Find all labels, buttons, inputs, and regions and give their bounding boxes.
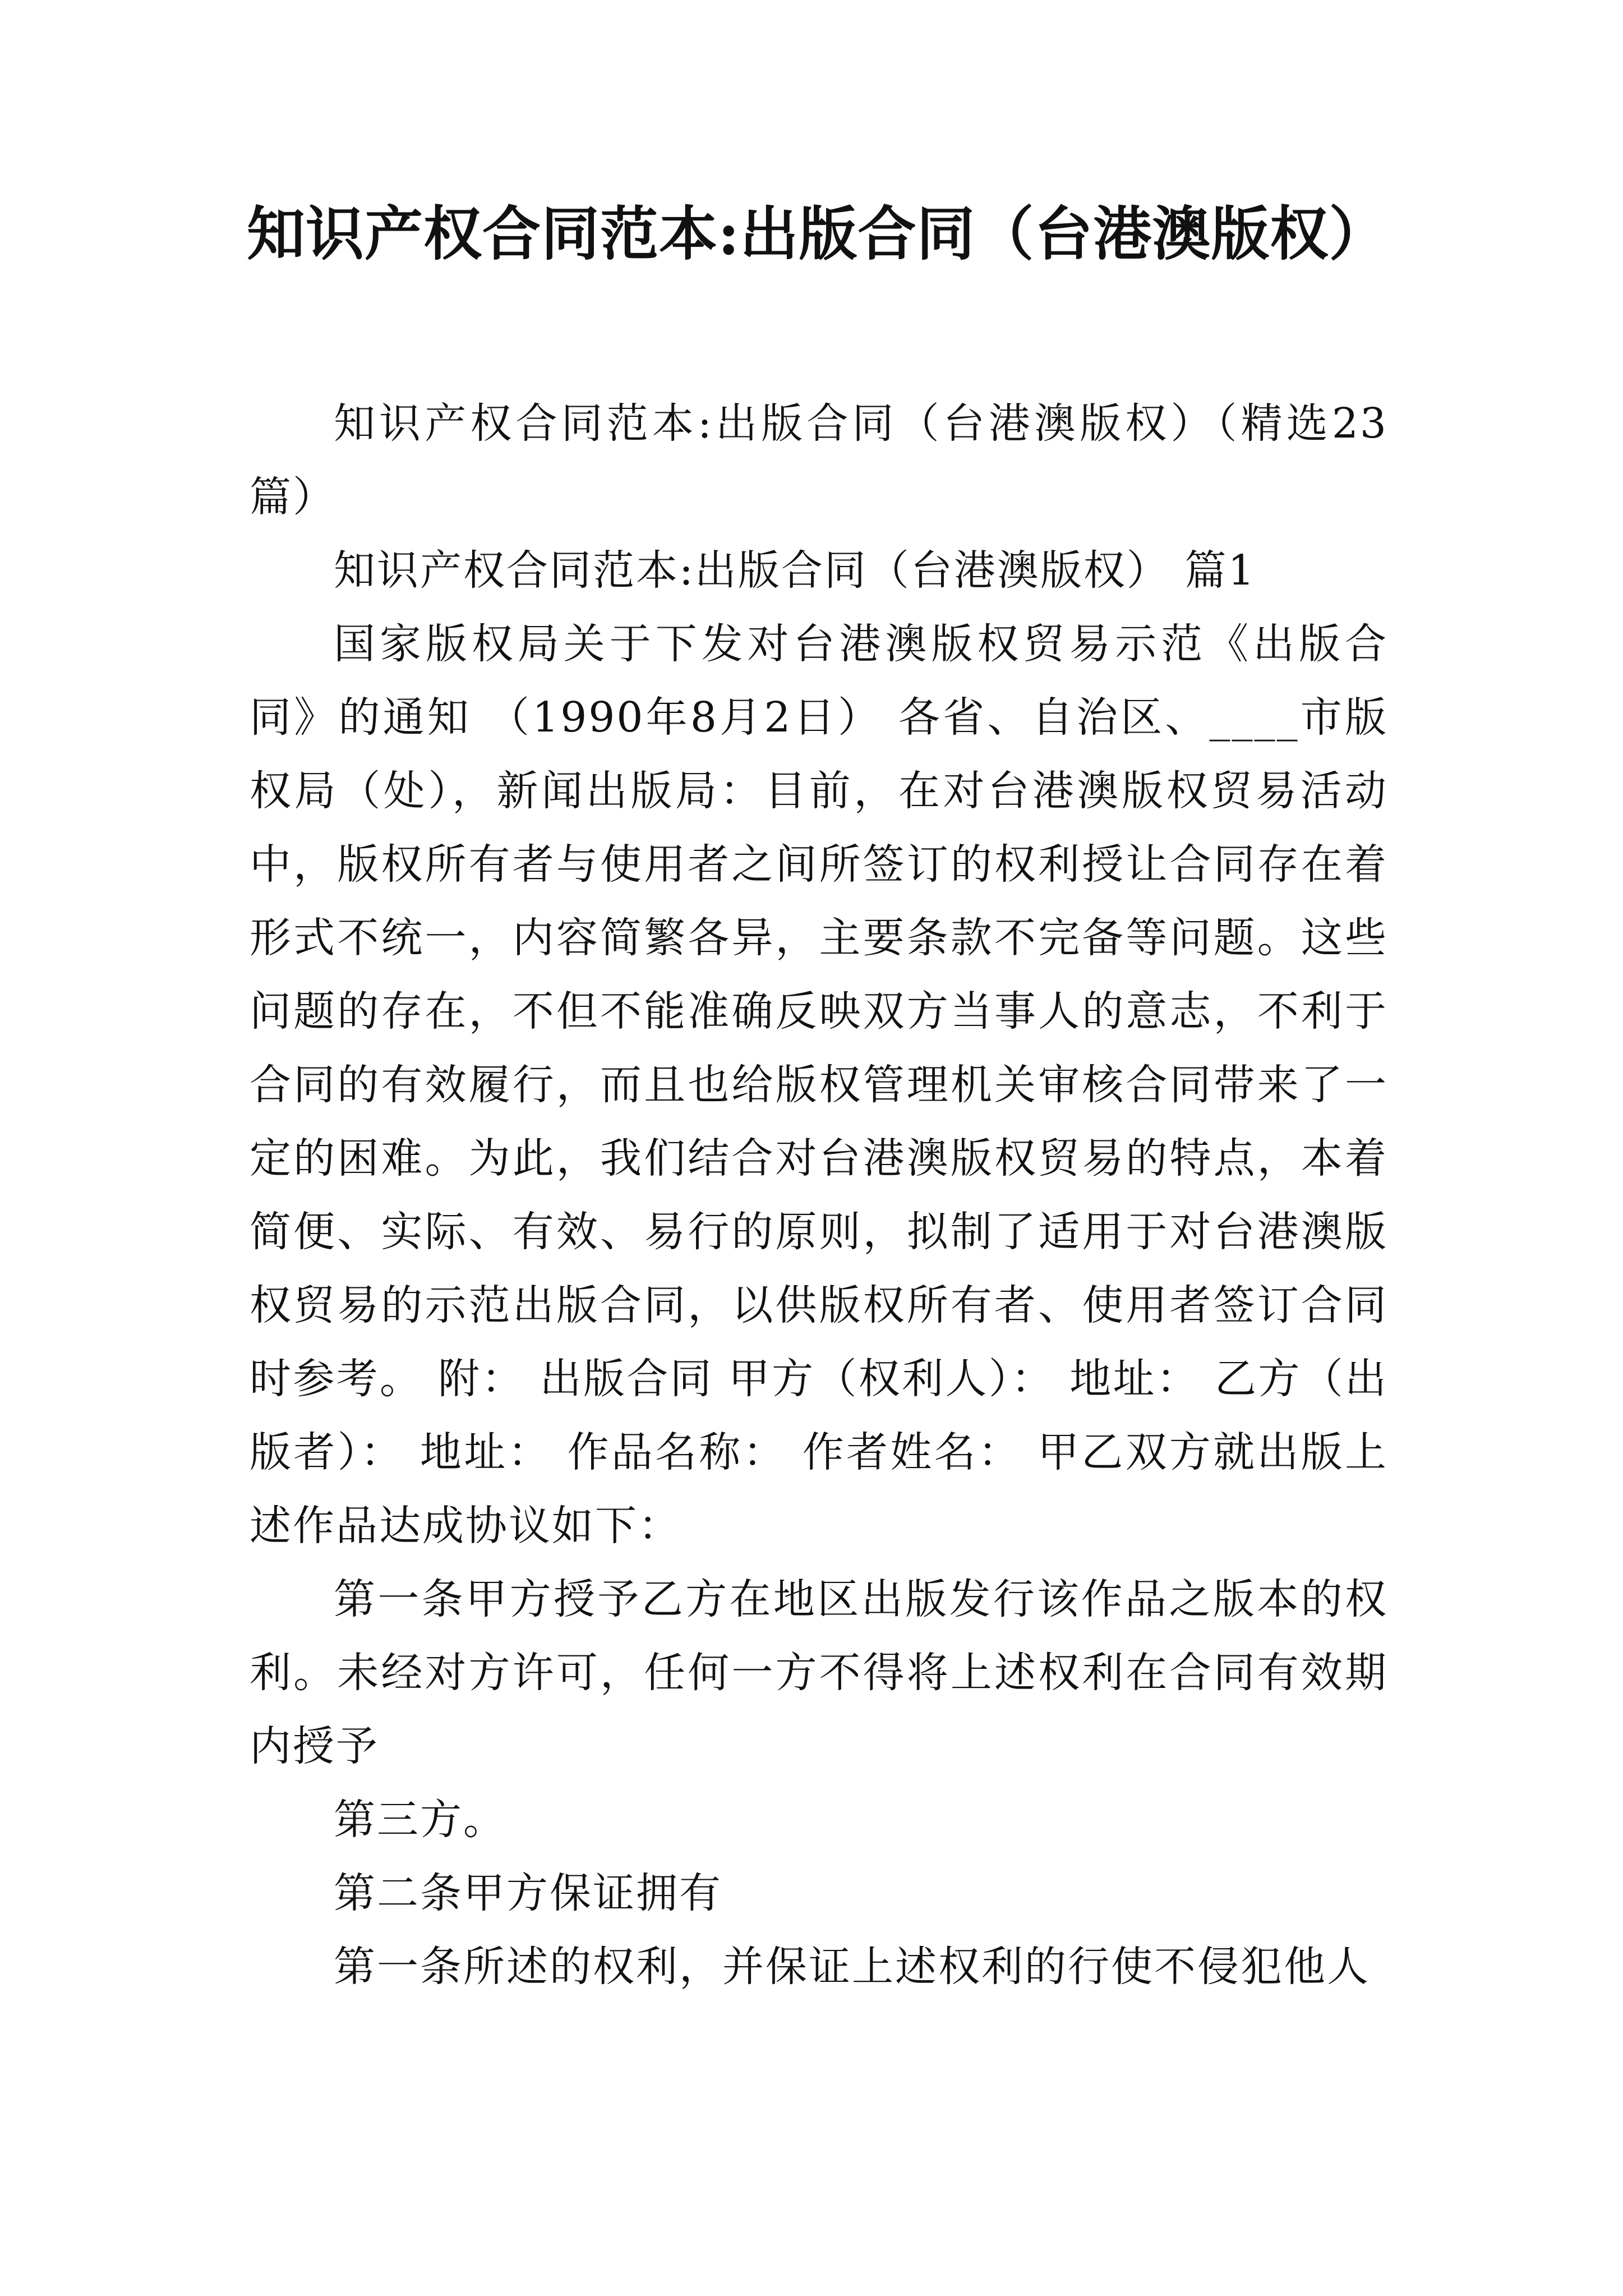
paragraph-notice: 国家版权局关于下发对台港澳版权贸易示范《出版合同》的通知 （1990年8月2日） 各省、自治区、____市版权局（处），新闻出版局：目前，在对台港澳版权贸易活动中，版权所有者与使用者之间所签订的权利授让合同存在着形式不统一，内容简繁各异，主要条款不完备等问题。这些问题的存在，不但不能准确反映双方当事人的意志，不利于合同的有效履行，而且也给版权管理机关审核合同带来了一定的困难。为此，我们结合对台港澳版权贸易的特点，本着简便、实际、有效、易行的原则，拟制了适用于对台港澳版权贸易的示范出版合同，以供版权所有者、使用者签订合同时参考。 附： 出版合同 甲方（权利人）： 地址： 乙方（出版者）： 地址： 作品名称： 作者姓名： 甲乙双方就出版上述作品达成协议如下：	[250, 620, 1388, 1550]
paragraph-section-heading: 知识产权合同范本:出版合同（台港澳版权） 篇1	[334, 546, 1256, 595]
paragraph-article-1-reference: 第一条所述的权利，并保证上述权利的行使不侵犯他人	[334, 1943, 1370, 1991]
paragraph-article-2: 第二条甲方保证拥有	[334, 1869, 722, 1917]
document-body	[250, 387, 1388, 2004]
paragraph-third-party: 第三方。	[334, 1796, 506, 1844]
paragraph-subtitle: 知识产权合同范本:出版合同（台港澳版权）（精选23篇）	[250, 399, 1388, 521]
paragraph-article-1: 第一条甲方授予乙方在地区出版发行该作品之版本的权利。未经对方许可，任何一方不得将上述权利在合同有效期内授予	[250, 1575, 1388, 1770]
document-title: 知识产权合同范本:出版合同（台港澳版权）	[247, 199, 1388, 268]
